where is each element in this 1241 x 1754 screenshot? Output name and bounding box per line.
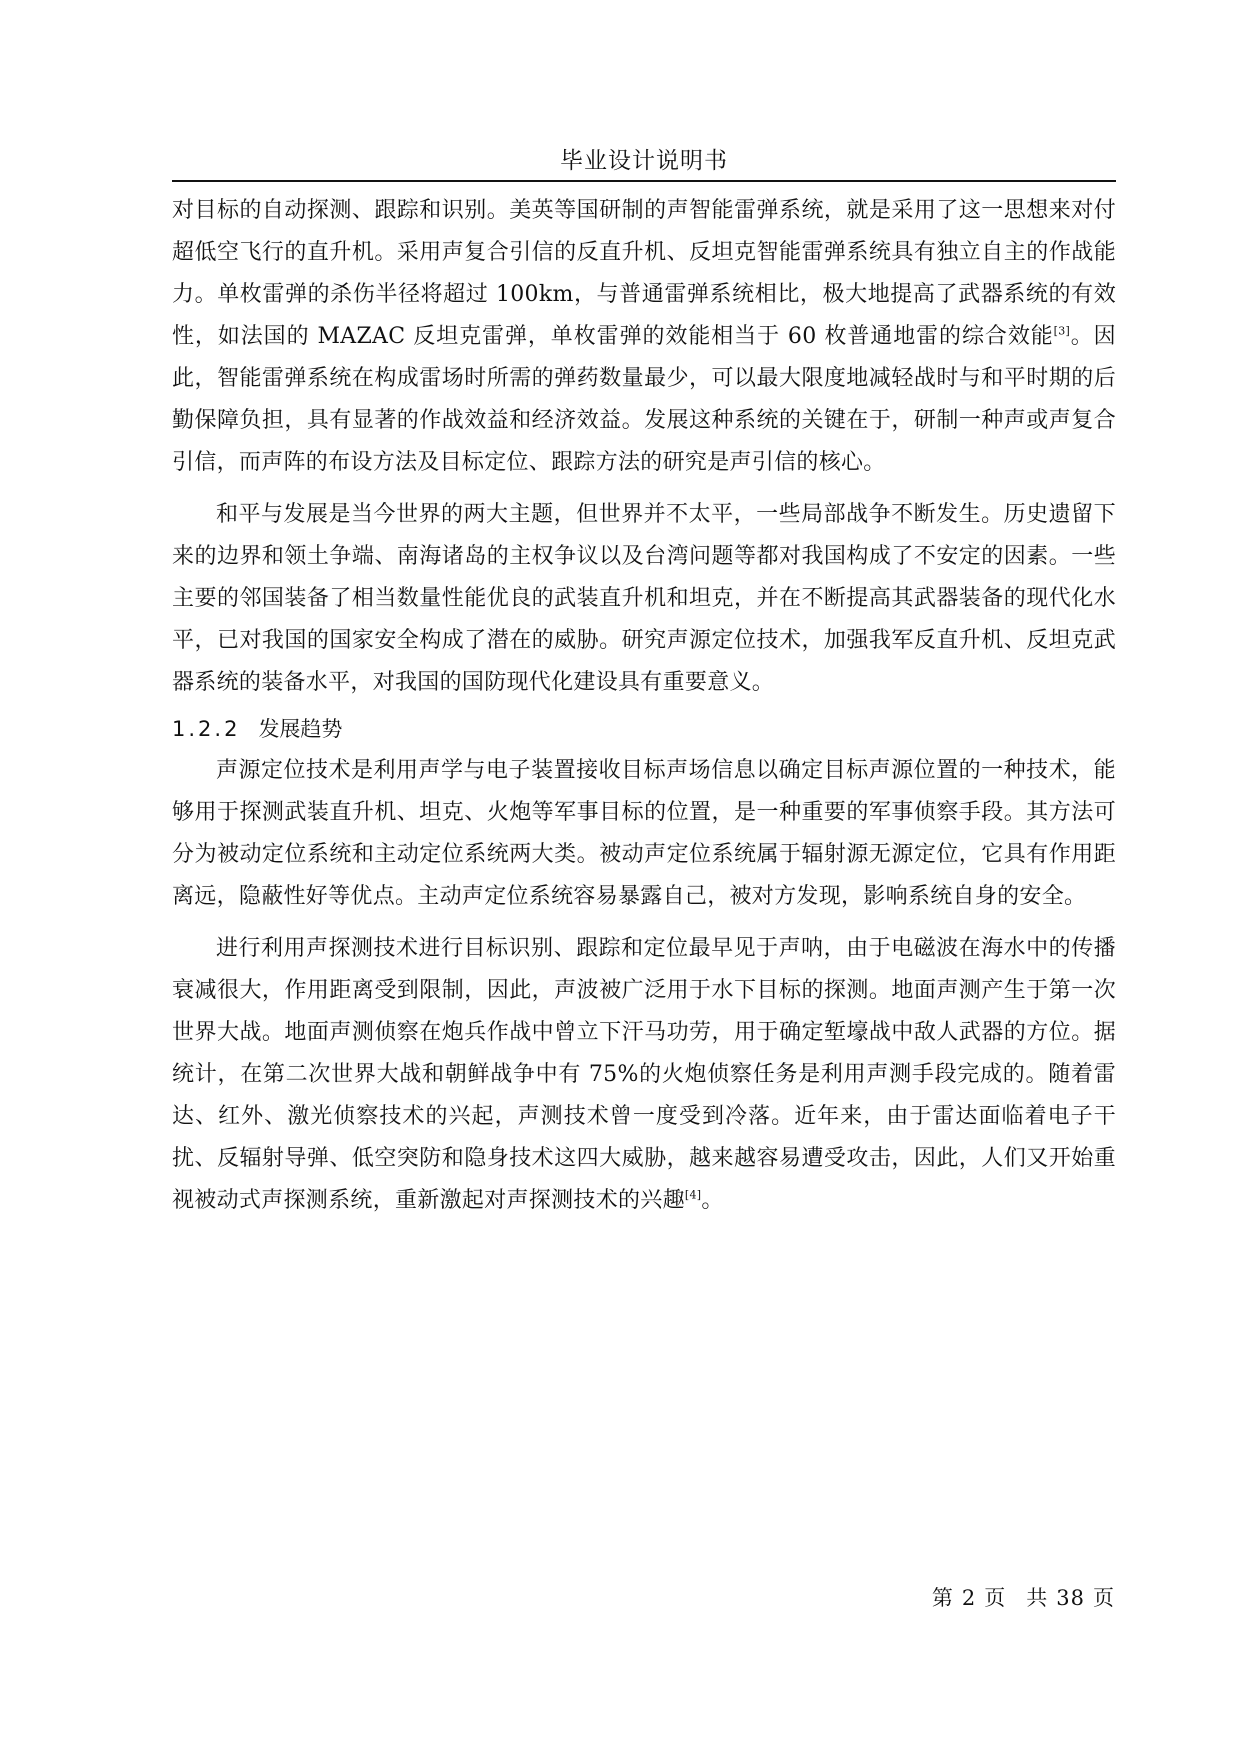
paragraph-continuation (172, 190, 1116, 484)
citation-ref: [4] (684, 1188, 702, 1202)
footer-page-unit: 页 (984, 1586, 1007, 1610)
paragraph-text: 对目标的自动探测、跟踪和识别。美英等国研制的声智能雷弹系统，就是采用了这一思想来对付超低空飞行的直升机。采用声复合引信的反直升机、反坦克智能雷弹系统具有独立自主的作战能力。单枚雷弹的杀伤半径将超过 100km，与普通雷弹系统相比，极大地提高了武器系统的有效性，如法国的 MAZAC 反坦克雷弹，单枚雷弹的效能相当于 60 枚普通地雷的综合效能 (172, 198, 1116, 349)
page-header-title: 毕业设计说明书 (560, 148, 728, 174)
paragraph: 声源定位技术是利用声学与电子装置接收目标声场信息以确定目标声源位置的一种技术，能够用于探测武装直升机、坦克、火炮等军事目标的位置，是一种重要的军事侦察手段。其方法可分为被动定位系统和主动定位系统两大类。被动声定位系统属于辐射源无源定位，它具有作用距离远，隐蔽性好等优点。主动声定位系统容易暴露自己，被对方发现，影响系统自身的安全。 (172, 758, 1116, 909)
section-heading (172, 708, 1116, 750)
footer-prefix: 第 (931, 1586, 954, 1610)
footer-total-prefix: 共 (1026, 1586, 1049, 1610)
paragraph: 和平与发展是当今世界的两大主题，但世界并不太平，一些局部战争不断发生。历史遗留下来的边界和领土争端、南海诸岛的主权争议以及台湾问题等都对我国构成了不安定的因素。一些主要的邻国装备了相当数量性能优良的武装直升机和坦克，并在不断提高其武器装备的现代化水平，已对我国的国家安全构成了潜在的威胁。研究声源定位技术，加强我军反直升机、反坦克武器系统的装备水平，对我国的国防现代化建设具有重要意义。 (172, 502, 1116, 695)
page-footer (924, 1582, 1115, 1612)
paragraph-text: 。因此，智能雷弹系统在构成雷场时所需的弹药数量最少，可以最大限度地减轻战时与和平时期的后勤保障负担，具有显著的作战效益和经济效益。发展这种系统的关键在于，研制一种声或声复合引信，而声阵的布设方法及目标定位、跟踪方法的研究是声引信的核心。 (172, 324, 1116, 475)
footer-total-unit: 页 (1093, 1586, 1115, 1610)
document-body (172, 190, 1116, 1222)
current-page-number: 2 (961, 1586, 977, 1610)
section-title: 发展趋势 (258, 717, 343, 741)
total-page-count: 38 (1056, 1586, 1085, 1610)
citation-ref: [3] (1053, 324, 1071, 338)
header-divider (172, 180, 1116, 182)
paragraph-text: 进行利用声探测技术进行目标识别、跟踪和定位最早见于声呐，由于电磁波在海水中的传播衰减很大，作用距离受到限制，因此，声波被广泛用于水下目标的探测。地面声测产生于第一次世界大战。地面声测侦察在炮兵作战中曾立下汗马功劳，用于确定堑壕战中敌人武器的方位。据统计，在第二次世界大战和朝鲜战争中有 75%的火炮侦察任务是利用声测手段完成的。随着雷达、红外、激光侦察技术的兴起，声测技术曾一度受到冷落。近年来，由于雷达面临着电子干扰、反辐射导弹、低空突防和隐身技术这四大威胁，越来越容易遭受攻击，因此，人们又开始重视被动式声探测系统，重新激起对声探测技术的兴趣 (172, 936, 1116, 1213)
section-number: 1.2.2 (172, 717, 241, 741)
paragraph-text: 。 (701, 1188, 724, 1213)
paragraph (172, 928, 1116, 1222)
